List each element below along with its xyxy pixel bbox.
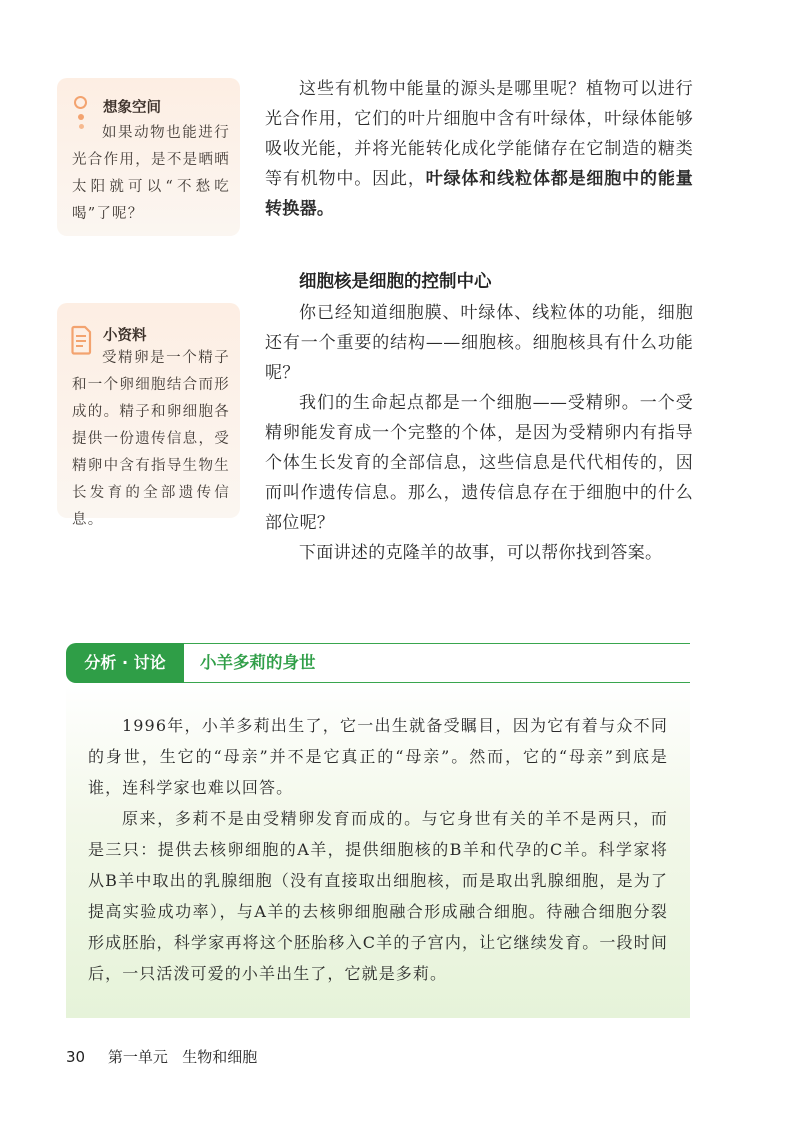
discussion-tag: 分析 · 讨论: [66, 643, 184, 683]
key-conclusion: 叶绿体和线粒体都是细胞中的能量转换器。: [265, 169, 694, 219]
imagine-space-box: [57, 78, 240, 236]
page-footer: [66, 1046, 257, 1067]
discussion-title: 小羊多莉的身世: [184, 643, 690, 683]
paragraph-text: 这些有机物中能量的源头是哪里呢？植物可以进行光合作用，它们的叶片细胞中含有叶绿体，叶绿体能够吸收光能，并将光能转化成化学能储存在它制造的糖类等有机物中。因此，: [265, 79, 693, 189]
chapter-label: 生物和细胞: [182, 1048, 258, 1066]
nucleus-section-body: [265, 298, 693, 568]
imagine-space-title: 想象空间: [103, 100, 161, 116]
info-box: [57, 303, 240, 528]
section-heading: 细胞核是细胞的控制中心: [299, 272, 492, 292]
discussion-paragraph-2: 原来，多莉不是由受精卵发育而成的。与它身世有关的羊不是两只，而是三只：提供去核卵细胞的A羊，提供细胞核的B羊和代孕的C羊。科学家将从B羊中取出的乳腺细胞（没有直接取出细胞核，而是取出乳腺细胞，是为了提高实验成功率），与A羊的去核卵细胞融合形成融合细胞。待融合细胞分裂形成胚胎，科学家再将这个胚胎移入C羊的子宫内，让它继续发育。一段时间后，一只活泼可爱的小羊出生了，它就是多莉。: [88, 809, 668, 983]
info-box-text: 受精卵是一个精子和一个卵细胞结合而形成的。精子和卵细胞各提供一份遗传信息，受精卵中含有指导生物生长发育的全部遗传信息。: [72, 350, 230, 528]
discussion-body: [66, 684, 690, 1018]
paragraph-fertilized-egg: 我们的生命起点都是一个细胞——受精卵。一个受精卵能发育成一个完整的个体，是因为受精卵内有指导个体生长发育的全部信息，这些信息是代代相传的，因而叫作遗传信息。那么，遗传信息存在于细胞中的什么部位呢？: [265, 393, 693, 533]
imagine-space-text: 如果动物也能进行光合作用，是不是晒晒太阳就可以“不愁吃喝”了呢？: [72, 125, 230, 222]
unit-label: 第一单元: [107, 1048, 168, 1066]
paragraph-energy-source: [265, 74, 693, 224]
discussion-paragraph-1: 1996年，小羊多莉出生了，它一出生就备受瞩目，因为它有着与众不同的身世，生它的“母亲”并不是它真正的“母亲”。然而，它的“母亲”到底是谁，连科学家也难以回答。: [88, 716, 668, 797]
info-box-title: 小资料: [103, 328, 147, 344]
paragraph-clone-intro: 下面讲述的克隆羊的故事，可以帮你找到答案。: [299, 543, 663, 563]
page-number: 30: [66, 1048, 86, 1066]
discussion-header: [66, 643, 690, 683]
paragraph-nucleus-intro: 你已经知道细胞膜、叶绿体、线粒体的功能，细胞还有一个重要的结构——细胞核。细胞核具有什么功能呢？: [265, 303, 693, 383]
